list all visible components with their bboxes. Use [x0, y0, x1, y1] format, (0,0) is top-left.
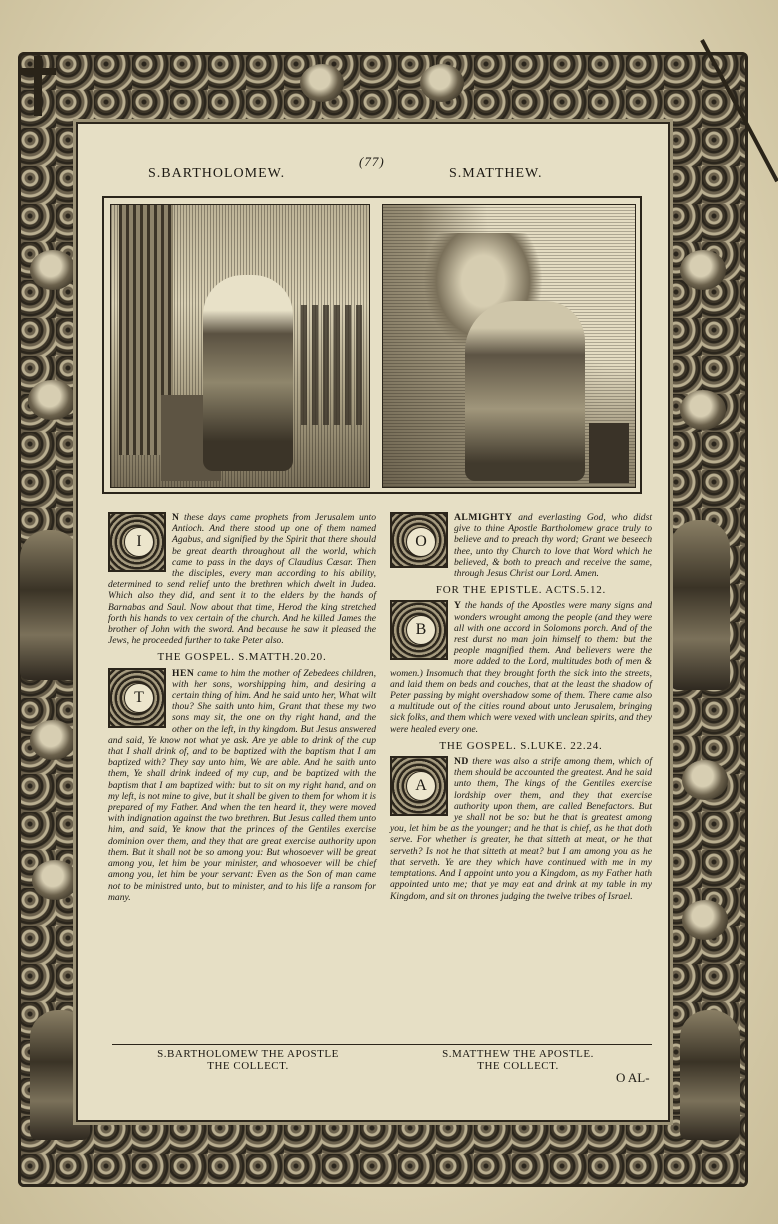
dropcap-letter: O [406, 527, 436, 557]
cherub-icon [30, 250, 76, 290]
footer-right-line2: THE COLLECT. [477, 1060, 559, 1072]
footer-divider [112, 1044, 652, 1045]
cypress-trees [301, 305, 367, 425]
gospel-text: came to him the mother of Zebedees children, with her sons, worshipping him, and desiring a certain thing of him. And he said unto her, What wilt thou? She saith unto him, Grant that these my two sons may sit, the one on thy right hand, and the other on the left, in thy kingdom. But Jesus answered and said, Ye know not what ye ask. Are ye able to drink of the cup that I shall drink of, and to be baptized with the baptism that I am baptized with? They say unto him, We are able. And he saith unto them, Ye shall drink indeed of my cup, and be baptized with the baptism that I am baptized with: but to sit on my right hand, and on my left, is not mine to give, but it shall be given to them for whom it is prepared of my Father. And when the ten heard it, they were moved with indignation against the two brethren. But Jesus called them unto him, and said, Ye know that the princes of the Gentiles exercise dominion over them, and they that are great exercise authority upon them. But it shall not be so among you: But whosoever will be great among you, let him be your minister, and whosoever will be chief among you, let him be your servant: Even as the Son of man came not to be ministred unto, but to minister, and to his life a ransom for many. [108, 667, 376, 903]
dropcap-letter: B [406, 615, 436, 645]
cherub-icon [32, 860, 78, 900]
footer-right [384, 1048, 652, 1072]
lead-word: ND [454, 756, 469, 768]
header-right-title: S.MATTHEW. [449, 166, 543, 181]
gospel-heading: THE GOSPEL. S.LUKE. 22.24. [439, 739, 603, 752]
dropcap-letter: A [406, 771, 436, 801]
collect-paragraph [390, 512, 652, 579]
epistle-paragraph [108, 512, 376, 646]
dropcap-ornament [390, 512, 448, 568]
lead-word: N [172, 512, 180, 523]
epistle-paragraph [390, 600, 652, 734]
cherub-icon [682, 900, 728, 940]
lead-word: ALMIGHTY [454, 512, 513, 523]
cherub-icon [420, 64, 464, 102]
epistle-heading: FOR THE EPISTLE. ACTS.5.12. [435, 584, 607, 597]
saint-matthew-figure [465, 301, 585, 481]
left-text-column [108, 512, 376, 903]
catchword: O AL- [616, 1070, 650, 1085]
page-number: (77) [359, 154, 385, 169]
cherub-icon [30, 720, 76, 760]
dropcap-ornament [390, 756, 448, 816]
cross-icon [34, 56, 42, 116]
dropcap-ornament [108, 512, 166, 572]
saint-figure-right-border [670, 520, 730, 690]
engraving-st-matthew [382, 204, 636, 488]
lead-word: HEN [172, 667, 195, 679]
dropcap-letter: T [124, 683, 154, 713]
cherub-icon [300, 64, 344, 102]
footer-left-line2: THE COLLECT. [207, 1060, 289, 1072]
dropcap-letter: I [124, 527, 154, 557]
gospel-text: there was also a strife among them, which of them should be accounted the greatest. And he said unto them, The kings of the Gentiles exercise lordship over them, and they that exercise authority upon them, are called Benefactors. But ye shall not be so: but he that is greatest among you, let him be as the younger; and he that is chief, as he that doth serve. For whether is greater, he that sitteth at meat, or he that serveth? Is not he that sitteth at meat? but I am among you as he that serveth. Ye are they which have continued with me in my temptations. And I appoint unto you a Kingdom, as my Father hath appointed unto me; that ye may eat and drink at my table in my Kingdom, and sit on thrones judging the twelve tribes of Israel. [390, 756, 652, 902]
right-text-column [390, 512, 652, 902]
saint-bartholomew-figure [203, 275, 293, 471]
footer-left-line1: S.BARTHOLOMEW THE APOSTLE [157, 1048, 339, 1060]
epistle-text: these days came prophets from Jerusalem unto Antioch. And there stood up one of them named Agabus, and signified by the Spirit that there should be great dearth throughout all the world, which came to pass in the days of Claudius Cæsar. Then the disciples, every man according to his ability, determined to send relief unto the brethren which dwelt in Judea. Which also they did, and sent it to the elders by the hands of Barnabas and Saul. Now about that time, Herod the king stretched forth his hands to vex certain of the church. And he killed James the brother of John with the sword. And because he saw it pleased the Jews, he proceeded further to take Peter also. [108, 512, 377, 647]
figure-bottom-right-border [680, 1010, 740, 1140]
epistle-text: the hands of the Apostles were many signs and wonders wrought among the people (and they were all with one accord in Solomons porch. And of the rest durst no man join himself to them: but the people magnified them. And believers were the more added to the Lord, multitudes both of men & women.) Insomuch that they brought forth the sick into the streets, and laid them on beds and couches, that at the least the shadow of Peter passing by might overshadow some of them. There came also a multitude out of the cities round about unto Jerusalem, bringing sick folks, and them which were vexed with unclean spirits, and they were healed every one. [390, 600, 652, 735]
lead-word: Y [454, 600, 462, 612]
engraving-plates [102, 196, 642, 494]
dropcap-ornament [108, 668, 166, 728]
writing-desk [589, 423, 629, 483]
footer-left [112, 1048, 384, 1072]
cherub-icon [28, 380, 76, 420]
gospel-heading: THE GOSPEL. S.MATTH.20.20. [157, 651, 327, 664]
engraving-st-bartholomew [110, 204, 370, 488]
cherub-icon [680, 390, 726, 430]
gospel-paragraph [390, 756, 652, 902]
footer-right-line1: S.MATTHEW THE APOSTLE. [442, 1048, 594, 1060]
saint-figure-left-border [20, 530, 80, 680]
dropcap-ornament [390, 600, 448, 660]
cherub-icon [680, 250, 726, 290]
header-left-title: S.BARTHOLOMEW. [148, 166, 286, 181]
collect-text: and everlasting God, who didst give to thine Apostle Bartholomew grace truly to believe and to preach thy word; Grant we beseech thee, unto thy Church to love that Word which he believed, & both to preach and receive the same, through Jesus Christ our Lord. Amen. [454, 512, 652, 580]
cherub-icon [682, 760, 728, 800]
gospel-paragraph [108, 668, 376, 903]
page-header [100, 150, 660, 186]
